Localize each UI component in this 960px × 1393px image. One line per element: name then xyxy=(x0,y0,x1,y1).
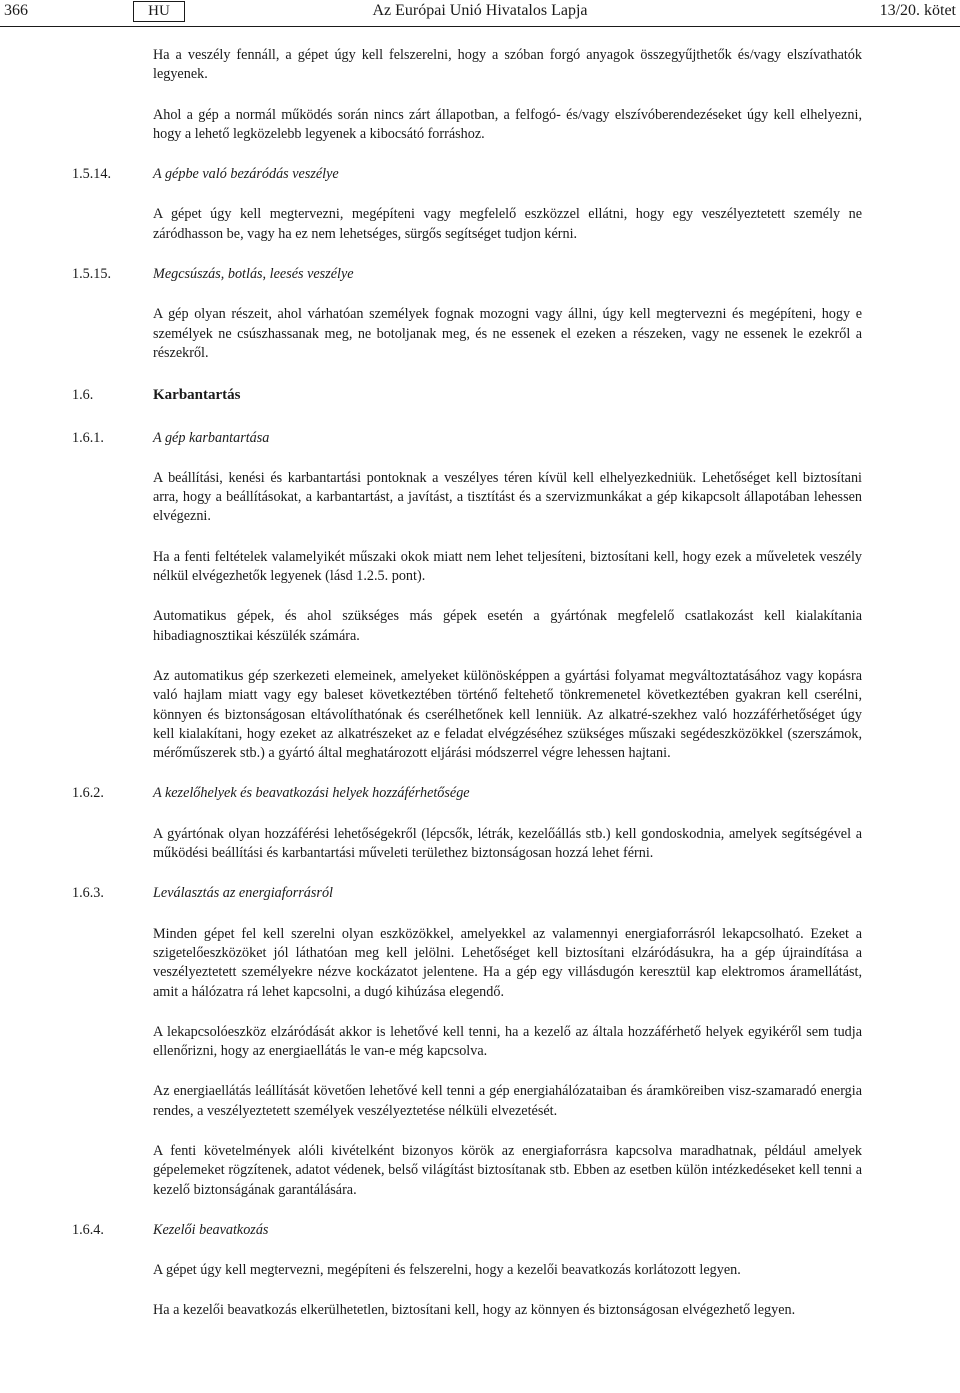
header-rule xyxy=(0,26,960,27)
section-number: 1.6.2. xyxy=(72,785,104,802)
section-title: Leválasztás az energiaforrásról xyxy=(153,885,333,902)
chapter-heading xyxy=(72,386,862,405)
journal-title: Az Európai Unió Hivatalos Lapja xyxy=(372,2,588,19)
paragraph: Ha a veszély fennáll, a gépet úgy kell felszerelni, hogy a szóban forgó anyagok összegyűjthetők és/vagy elszívathatók legyenek. xyxy=(153,47,862,83)
section-number: 1.5.15. xyxy=(72,266,112,283)
section-number: 1.6.3. xyxy=(72,885,104,902)
page-number: 366 xyxy=(4,2,28,19)
section-number: 1.6.1. xyxy=(72,429,104,446)
paragraph: A gépet úgy kell megtervezni, megépíteni és felszerelni, hogy a kezelői beavatkozás korlátozott legyen. xyxy=(153,1262,741,1279)
paragraph: A gép olyan részeit, ahol várhatóan személyek fognak mozogni vagy állni, úgy kell megtervezni és megépíteni, hogy e személyek ne csúszhassanak meg, ne botoljanak meg, és ne essenek el ezeken a részeken, vagy ne essenek le ezekről a részekről. xyxy=(153,306,862,361)
paragraph: Automatikus gépek, és ahol szükséges más gépek esetén a gyártónak megfelelő csatlakozást kell kialakítania hibadiagnosztikai készülék számára. xyxy=(153,608,862,644)
paragraph: A beállítási, kenési és karbantartási pontoknak a veszélyes téren kívül kell elhelyezkedniük. Lehetőséget kell biztosítani arra, hogy a beállításokat, a karbantartást, a javítást, a tisztítást és a szervizmunkákat a gép kikapcsolt állapotában lehessen elvégezni. xyxy=(153,469,862,525)
volume-label: 13/20. kötet xyxy=(879,2,956,19)
document-body xyxy=(0,46,960,1321)
section-heading xyxy=(72,165,862,184)
section-heading xyxy=(72,784,862,803)
paragraph: Ha a fenti feltételek valamelyikét műszaki okok miatt nem lehet teljesíteni, biztosítani kell, hogy ezek a műveletek veszély nélkül elvégezhetők legyenek (lásd 1.2.5. pont). xyxy=(153,548,862,585)
section-title: Megcsúszás, botlás, leesés veszélye xyxy=(153,266,354,283)
section-title: A gépbe való bezáródás veszélye xyxy=(153,166,339,183)
paragraph: Az energiaellátás leállítását követően lehetővé kell tenni a gép energiahálózataiban és áramköreiben visz-szamaradó energia rendes, a veszélyeztetett személyek veszélyeztetése nélküli elvezetését. xyxy=(153,1083,862,1119)
paragraph: Az automatikus gép szerkezeti elemeinek, amelyeket különösképpen a gyártási folyamat megváltoztatásához vagy kopásra való hajlam miatt vagy egy baleset következtében történő feltehető tönkremenetel következtében gyakran kell cserélni, könnyen és biztonságosan eltávolíthatónak és cserélhetőnek kell lenniük. Az alkatré-szekhez való hozzáférhetőséget úgy kell kialakítani, hogy ezeket az alkatrészeket az e feladat elvégzéséhez szükséges műszaki segédeszközökkel (szerszámok, mérőműszerek stb.) a gyártó által meghatározott eljárási módszerrel végre lehessen hajtani. xyxy=(153,667,862,762)
paragraph: A gyártónak olyan hozzáférési lehetőségekről (lépcsők, létrák, kezelőállás stb.) kell gondoskodnia, amelyek segítségével a működési beállítási és karbantartási műveleti területhez biztonságosan hozzá lehet férni. xyxy=(153,825,862,862)
paragraph: Minden gépet fel kell szerelni olyan eszközökkel, amelyekkel az valamennyi energiaforrásról lekapcsolható. Ezeket a szigetelőeszközöket jól láthatóan meg kell jelölni. Lehetőséget kell biztosítani elzáródásukra, ha a gép újraindítása a veszélyeztetett személyekre nézve kockázatot jelentene. Ha a gép egy villásdugón keresztül kap elektromos áramellátást, amit a hálózatra rá lehet kapcsolni, a dugó kihúzása elegendő. xyxy=(153,925,862,1000)
page-header xyxy=(0,0,960,26)
section-number: 1.6.4. xyxy=(72,1221,104,1238)
paragraph: A fenti követelmények alóli kivételként bizonyos körök az energiaforrásra kapcsolva maradhatnak, például amelyek gépelemeket rögzítenek, adatot védenek, belső világítást biztosítanak stb. Ebben az esetben külön intézkedéseket kell tenni a kezelő biztonságának garantálására. xyxy=(153,1142,862,1198)
paragraph: A lekapcsolóeszköz elzáródását akkor is lehetővé kell tenni, ha a kezelő az általa hozzáférhető helyek egyikéről sem tudja ellenőrizni, hogy az energiaellátás le van-e még kapcsolva. xyxy=(153,1023,862,1060)
language-code-box: HU xyxy=(133,1,185,22)
chapter-title: Karbantartás xyxy=(153,387,241,404)
paragraph: A gépet úgy kell megtervezni, megépíteni vagy megfelelő eszközzel ellátni, hogy egy veszélyeztetett személy ne záródhasson be, vagy ha ez nem lehetséges, sürgős segítséget tudjon kérni. xyxy=(153,206,862,242)
section-title: Kezelői beavatkozás xyxy=(153,1221,269,1238)
section-heading xyxy=(72,265,862,284)
section-heading xyxy=(72,1221,862,1240)
section-heading xyxy=(72,429,862,448)
section-heading xyxy=(72,884,862,903)
paragraph: Ahol a gép a normál működés során nincs zárt állapotban, a felfogó- és/vagy elszívóberendezéseket úgy kell elhelyezni, hogy a lehető legközelebb legyenek a kibocsátó forráshoz. xyxy=(153,106,862,142)
paragraph: Ha a kezelői beavatkozás elkerülhetetlen, biztosítani kell, hogy az könnyen és biztonságosan elvégezhető legyen. xyxy=(153,1302,796,1319)
section-title: A kezelőhelyek és beavatkozási helyek hozzáférhetősége xyxy=(153,785,470,802)
section-number: 1.5.14. xyxy=(72,166,112,183)
section-title: A gép karbantartása xyxy=(153,429,270,446)
section-number: 1.6. xyxy=(72,387,94,404)
